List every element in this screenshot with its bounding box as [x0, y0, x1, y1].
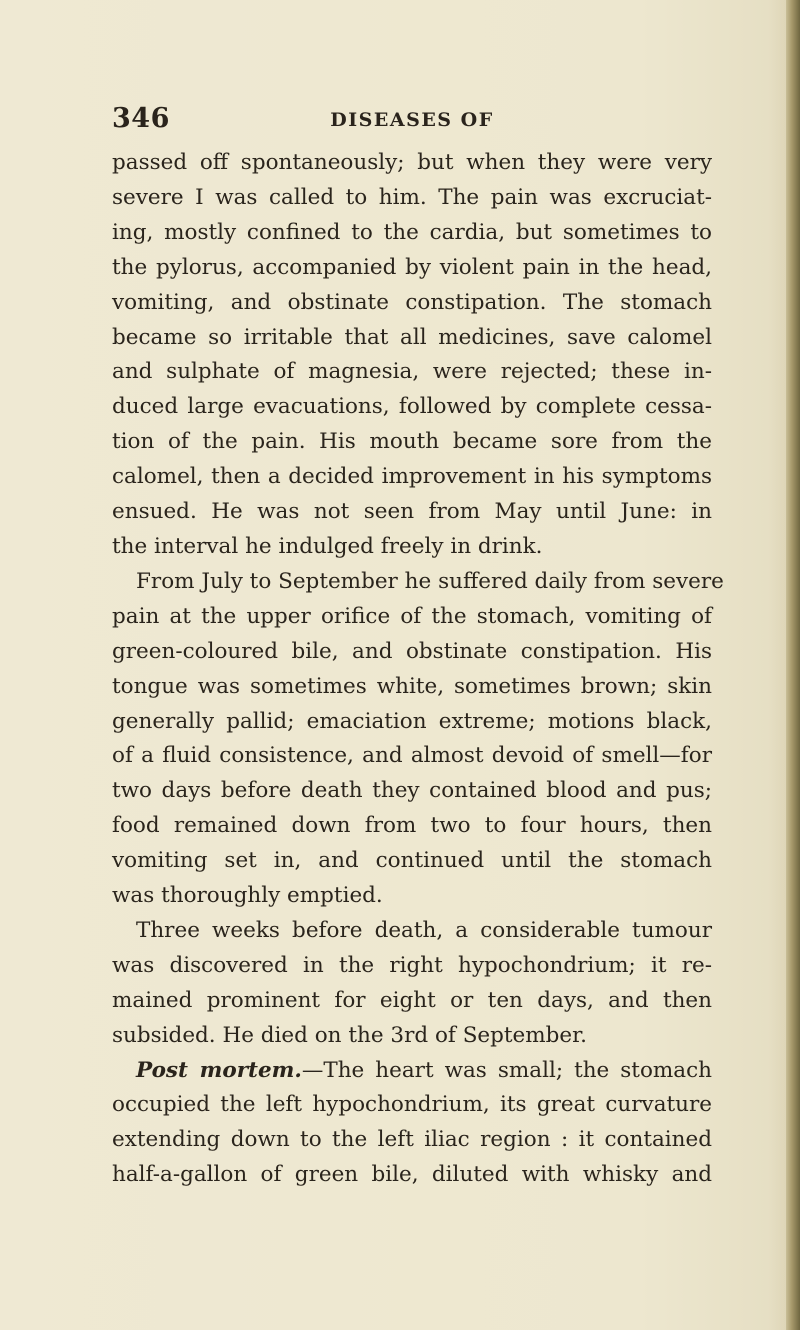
text-line: vomiting set in, and continued until the stomach — [112, 848, 712, 874]
text-line: vomiting, and obstinate constipation. The stomach — [112, 289, 712, 315]
text-line: calomel, then a decided improvement in his symptoms — [112, 464, 712, 490]
running-head: DISEASES OF — [330, 109, 494, 131]
text-line: subsided. He died on the 3rd of September. — [112, 1022, 587, 1048]
text-line: duced large evacuations, followed by complete cessa- — [112, 394, 712, 420]
text-line: tongue was sometimes white, sometimes brown; skin — [112, 673, 712, 699]
text-line: of a fluid consistence, and almost devoid of smell—for — [112, 743, 712, 769]
text-line: was discovered in the right hypochondrium; it re- — [112, 952, 712, 978]
page-header — [112, 103, 712, 137]
text-line: tion of the pain. His mouth became sore from the — [112, 429, 712, 455]
text-line: severe I was called to him. The pain was excruciat- — [112, 184, 712, 210]
body-text — [112, 146, 724, 1193]
text-line: generally pallid; emaciation extreme; motions black, — [112, 708, 712, 734]
text-line: two days before death they contained blood and pus; — [112, 778, 712, 804]
text-line: became so irritable that all medicines, save calomel — [112, 324, 712, 350]
text-line: the interval he indulged freely in drink. — [112, 533, 543, 559]
text-line: passed off spontaneously; but when they were very — [112, 150, 712, 175]
text-line: ensued. He was not seen from May until June: in — [112, 499, 712, 525]
page-number: 346 — [112, 103, 170, 134]
text-line: extending down to the left iliac region : it contained — [112, 1127, 712, 1153]
post-mortem-lead: —The heart was small; the stomach — [301, 1057, 712, 1083]
text-line: and sulphate of magnesia, were rejected; these in- — [112, 359, 712, 385]
text-line: From July to September he suffered daily from severe — [136, 568, 724, 594]
text-line: was thoroughly emptied. — [112, 883, 383, 909]
text-line: pain at the upper orifice of the stomach, vomiting of — [112, 603, 712, 629]
text-line: Three weeks before death, a considerable tumour — [136, 917, 712, 943]
text-line: mained prominent for eight or ten days, and then — [112, 987, 712, 1013]
text-line-post-mortem — [112, 1054, 712, 1089]
page-edge — [786, 0, 800, 1330]
post-mortem-heading: Post mortem. — [136, 1057, 302, 1083]
text-line: food remained down from two to four hours, then — [112, 813, 712, 839]
text-line: the pylorus, accompanied by violent pain in the head, — [112, 254, 712, 280]
text-line: ing, mostly confined to the cardia, but sometimes to — [112, 219, 712, 245]
text-line: half-a-gallon of green bile, diluted with whisky and — [112, 1162, 712, 1188]
text-line: occupied the left hypochondrium, its great curvature — [112, 1092, 712, 1118]
text-line: green-coloured bile, and obstinate constipation. His — [112, 638, 712, 664]
